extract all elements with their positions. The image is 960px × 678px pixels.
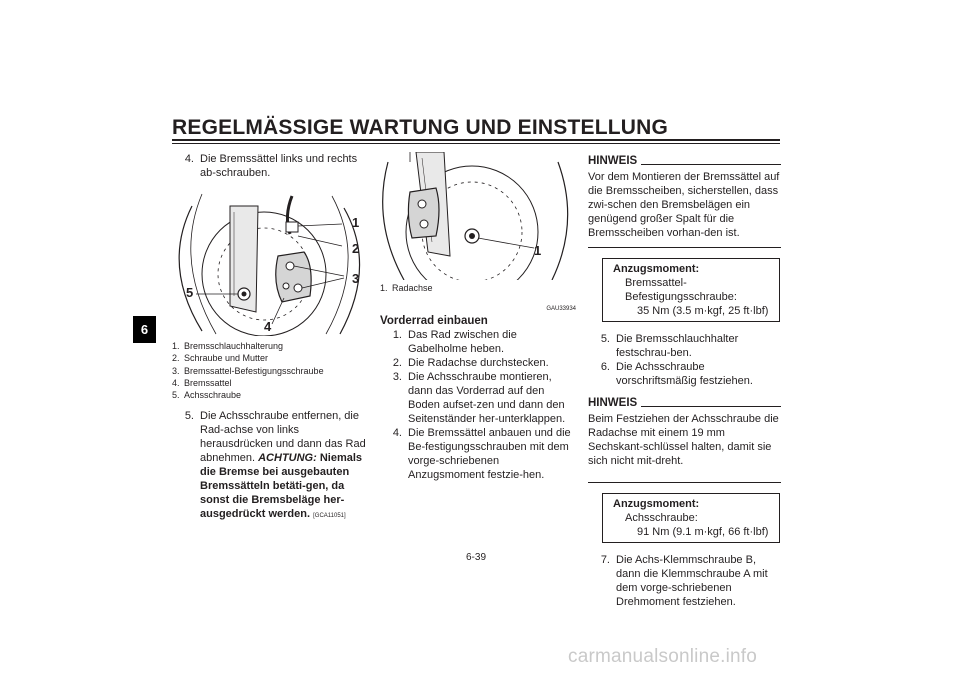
note-body: Beim Festziehen der Achsschraube die Radachse mit einem 19 mm Sechskant-schlüssel halten, damit sie sich nicht mit-dreht. — [588, 413, 779, 467]
legend-text: Radachse — [392, 283, 433, 293]
chapter-tab: 6 — [133, 316, 156, 343]
step-number: 7. — [600, 554, 610, 566]
step-text — [200, 409, 368, 523]
note-heading — [588, 154, 781, 168]
legend-text: Bremssattel — [184, 377, 232, 388]
page-title: REGELMÄSSIGE WARTUNG UND EINSTELLUNG — [172, 116, 669, 139]
step-number: 5. — [184, 410, 194, 423]
step-number: 1. — [392, 329, 402, 342]
step-3 — [380, 370, 576, 426]
callout-2: 2 — [352, 241, 360, 256]
note-body: Vor dem Montieren der Bremssättel auf die Bremsscheiben, sicherstellen, dass zwi-schen den Bremsbelägen ein genügend großer Spalt für die Bremsscheiben vorhan-den ist. — [588, 171, 780, 239]
legend-number: 5. — [172, 390, 180, 401]
reference-code: GAU33934 — [546, 306, 576, 313]
legend-item — [172, 389, 368, 401]
step-4 — [380, 426, 576, 482]
legend-text: Schraube und Mutter — [184, 353, 269, 364]
step-text: Das Rad zwischen die Gabelholme heben. — [408, 329, 517, 356]
callout-1: 1 — [534, 243, 542, 258]
legend-item — [172, 352, 368, 364]
legend-item — [380, 282, 576, 294]
note-label: HINWEIS — [588, 155, 638, 167]
legend-item — [172, 340, 368, 352]
legend-text: Bremssattel-Befestigungsschraube — [184, 365, 324, 376]
step-5 — [588, 332, 781, 360]
figure-legend — [380, 282, 576, 294]
note-label: HINWEIS — [588, 397, 638, 409]
step-4 — [172, 152, 368, 180]
step-number: 5. — [600, 333, 610, 345]
note-rule — [641, 164, 781, 165]
torque-label: Anzugsmoment: — [613, 263, 700, 275]
legend-text: Achsschraube — [184, 390, 242, 401]
step-text: Die Bremssättel anbauen und die Be-festigungsschrauben mit dem vorge-schriebenen Anzugsmoment festzie-hen. — [408, 427, 571, 482]
callout-5: 5 — [186, 285, 194, 300]
note-heading — [588, 396, 781, 410]
warning-label: ACHTUNG: — [258, 452, 317, 465]
step-text: Die Radachse durchstecken. — [408, 357, 549, 370]
step-2 — [380, 356, 576, 370]
torque-value: 35 Nm (3.5 m·kgf, 25 ft·lbf) — [637, 305, 769, 317]
torque-value: 91 Nm (9.1 m·kgf, 66 ft·lbf) — [637, 526, 769, 538]
legend-number: 1. — [380, 283, 388, 293]
step-7 — [588, 553, 781, 609]
step-number: 3. — [392, 371, 402, 384]
reference-code: [GCA11051] — [313, 513, 346, 520]
step-number: 4. — [392, 427, 402, 440]
step-text: Die Bremsschlauchhalter festschrau-ben. — [616, 333, 739, 359]
left-column — [172, 152, 368, 523]
legend-number: 3. — [172, 365, 180, 376]
page-number: 6-39 — [466, 552, 487, 563]
step-number: 4. — [184, 153, 194, 165]
axle-illustration — [380, 152, 576, 280]
callout-3: 3 — [352, 271, 360, 286]
step-text: Die Achsschraube montieren, dann das Vorderrad auf den Boden aufset-zen und dann den Seitenständer her-unterklappen. — [408, 371, 566, 426]
torque-item: Achsschraube: — [625, 512, 698, 524]
note-end-rule — [588, 247, 781, 248]
step-number: 6. — [600, 361, 610, 373]
torque-label: Anzugsmoment: — [613, 498, 700, 510]
legend-number: 1. — [172, 341, 180, 351]
legend-number: 4. — [172, 377, 180, 388]
step-6 — [588, 360, 781, 388]
header-rule-thin — [172, 143, 780, 144]
callout-1: 1 — [352, 215, 360, 230]
torque-spec-box — [602, 258, 780, 322]
brake-caliper-illustration — [172, 186, 368, 336]
step-5 — [172, 409, 368, 523]
legend-item — [172, 365, 368, 377]
step-text: Die Achsschraube vorschriftsmäßig festziehen. — [616, 361, 753, 387]
header-rule — [172, 139, 780, 141]
axle-drawing — [380, 152, 576, 280]
middle-column — [380, 152, 576, 482]
torque-spec-box — [602, 493, 780, 543]
step-text: Die Achs-Klemmschraube B, dann die Klemmschraube A mit dem vorge-schriebenen Drehmoment festziehen. — [616, 554, 768, 608]
step-number: 2. — [392, 357, 402, 370]
step-1 — [380, 328, 576, 356]
callout-4: 4 — [264, 319, 272, 334]
step-text: Die Bremssättel links und rechts ab-schrauben. — [200, 153, 358, 179]
step-body: Die Achsschraube entfernen, die Rad-achse von links herausdrücken und dann das Rad abnehmen. — [200, 410, 366, 465]
legend-item — [172, 377, 368, 389]
warning-text: Niemals die Bremse bei ausgebauten Bremssätteln betäti-gen, da sonst die Bremsbeläge her-ausgedrückt werden. — [200, 452, 363, 521]
note-end-rule — [588, 482, 781, 483]
figure-legend — [172, 340, 368, 401]
legend-number: 2. — [172, 353, 180, 364]
caliper-drawing — [172, 186, 368, 336]
section-title: Vorderrad einbauen — [380, 315, 488, 328]
legend-text: Bremsschlauchhalterung — [184, 341, 284, 351]
note-rule — [641, 406, 781, 407]
right-column — [588, 154, 781, 609]
torque-item: Bremssattel-Befestigungsschraube: — [625, 277, 737, 303]
watermark: carmanualsonline.info — [568, 646, 758, 667]
